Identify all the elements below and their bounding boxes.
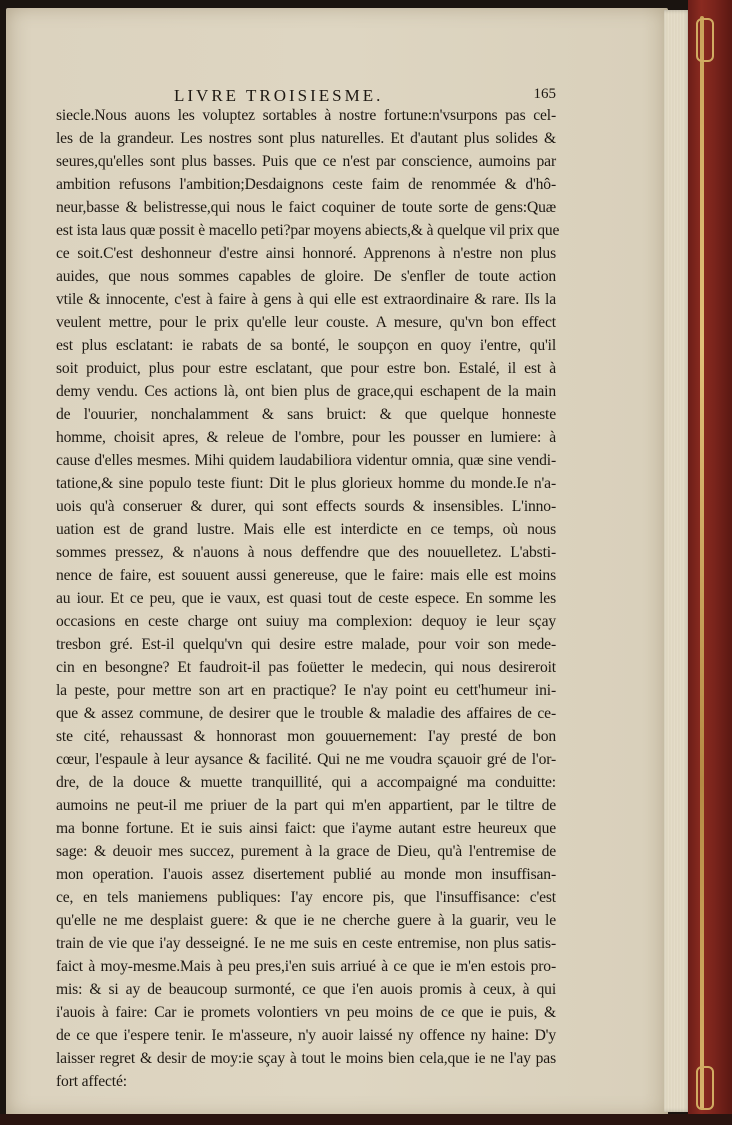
text-line: mis: & si ay de beaucoup surmonté, ce que i'en auois promis à ceux, à qui <box>56 981 556 998</box>
text-line: ma bonne fortune. Et ie suis ainsi faict: que i'ayme autant estre heureux que <box>56 820 556 837</box>
running-title: LIVRE TROISIESME. <box>174 86 384 105</box>
page-number: 165 <box>533 86 556 102</box>
page-edges <box>664 10 690 1112</box>
text-line: demy vendu. Ces actions là, ont bien plus de grace,qui eschapent de la main <box>56 383 556 400</box>
text-line: la peste, pour mettre son art en practique? Ie n'ay point eu cett'humeur ini- <box>56 682 556 699</box>
text-line: siecle.Nous auons les voluptez sortables à nostre fortune:n'vsurpons pas cel- <box>56 107 556 124</box>
gilt-ornament-bottom <box>696 1066 714 1110</box>
leather-binding <box>688 0 732 1125</box>
text-line: fort affecté: <box>56 1073 127 1090</box>
gilt-ornament-top <box>696 18 714 62</box>
text-line: dre, de la douce & muette tranquillité, qui a accompaigné ma conduitte: <box>56 774 556 791</box>
text-line: sommes pressez, & n'auons à nous deffendre que des nouuelletez. L'absti- <box>56 544 556 561</box>
text-line: auides, que nous sommes capables de gloire. De s'enfler de toute action <box>56 268 556 285</box>
text-line: ambition refusons l'ambition;Desdaignons ceste faim de renommée & d'hô- <box>56 176 556 193</box>
text-line: i'auois à faire: Car ie promets volontiers vn peu moins de ce que ie puis, & <box>56 1004 556 1021</box>
text-line: les de la grandeur. Les nostres sont plus naturelles. Et d'autant plus solides & <box>56 130 556 147</box>
text-line: cin en besongne? Et faudroit-il pas foüetter le medecin, qui nous desireroit <box>56 659 556 676</box>
text-line: ce soit.C'est deshonneur d'estre ainsi honnoré. Apprenons à n'estre non plus <box>56 245 556 262</box>
text-line: tatione,& sine populo teste fiunt: Dit le plus glorieux homme du monde.Ie n'a- <box>56 475 556 492</box>
text-line: uois qu'à conseruer & durer, qui sont effects sourds & insensibles. L'inno- <box>56 498 556 515</box>
text-line: soit produict, plus pour estre esclatant, que pour estre bon. Estalé, il est à <box>56 360 556 377</box>
text-line: mon operation. I'auois assez disertement publié au monde mon insuffisan- <box>56 866 556 883</box>
text-line: uation est de grand lustre. Mais elle est interdicte en ce temps, où nous <box>56 521 556 538</box>
text-line: homme, choisit apres, & releue de l'ombre, pour les pousser en lumiere: à <box>56 429 556 446</box>
text-line: de ce que i'espere tenir. Ie m'asseure, n'y auoir laissé ny offence ny haine: D'y <box>56 1027 556 1044</box>
text-line: cause d'elles mesmes. Mihi quidem laudabiliora videntur omnia, quæ sine vendi- <box>56 452 556 469</box>
text-line: faict à moy-mesme.Mais à peu pres,i'en suis arriué à ce que ie m'en estois pro- <box>56 958 556 975</box>
text-line: nence de faire, est souuent aussi genereuse, que le faire: mais elle est moins <box>56 567 556 584</box>
text-line: neur,basse & belistresse,qui nous le faict coquiner de toute sorte de gens:Quæ <box>56 199 556 216</box>
text-line: seures,qu'elles sont plus basses. Puis que ce n'est par conscience, aumoins par <box>56 153 556 170</box>
gilt-border-line <box>700 16 704 1110</box>
text-line: est plus esclatant: ie rabats de sa bonté, le soupçon en quoy i'entre, qu'il <box>56 337 556 354</box>
text-line: sage: & deuoir mes succez, purement à la grace de Dieu, qu'à l'entremise de <box>56 843 556 860</box>
text-line: ste cité, rehaussast & honnorast mon gouuernement: I'ay presté de bon <box>56 728 556 745</box>
text-line: occasions en ceste charge ont suiuy ma complexion: dequoy ie leur sçay <box>56 613 556 630</box>
text-line: train de vie que i'ay desseigné. Ie ne me suis en ceste entremise, non plus satis- <box>56 935 556 952</box>
running-header <box>56 84 556 106</box>
text-line: de l'ouurier, nonchalamment & sans bruict: & que quelque honneste <box>56 406 556 423</box>
bottom-edge <box>0 1114 732 1125</box>
text-line: vtile & innocente, c'est à faire à gens à qui elle est extraordinaire & rare. Ils la <box>56 291 556 308</box>
text-line: veulent mettre, pour le prix qu'elle leur couste. A mesure, qu'vn bon effect <box>56 314 556 331</box>
body-text <box>56 104 560 1093</box>
text-line: que & assez commune, de desirer que le trouble & maladie des affaires de ce- <box>56 705 556 722</box>
text-line: tresbon gré. Est-il quelqu'vn qui desire estre malade, pour voir son mede- <box>56 636 556 653</box>
text-line: laisser regret & desir de moy:ie sçay à tout le moins bien cela,que ie ne l'ay pas <box>56 1050 556 1067</box>
text-line: cœur, l'espaule à leur aysance & facilité. Qui ne me voudra sçauoir gré de l'or- <box>56 751 556 768</box>
text-line: au iour. Et ce peu, que ie vaux, est quasi tout de ceste espece. En somme les <box>56 590 556 607</box>
text-line: est ista laus quæ possit è macello peti?par moyens abiects,& à quelque vil prix que <box>56 222 560 239</box>
text-line: ce, en tels maniemens publiques: I'ay encore pis, que l'insuffisance: c'est <box>56 889 556 906</box>
text-line: qu'elle ne me desplaist guere: & que ie ne cherche guere à la guarir, veu le <box>56 912 556 929</box>
text-line: aumoins ne peut-il me priuer de la part qui m'en appartient, par le tiltre de <box>56 797 556 814</box>
